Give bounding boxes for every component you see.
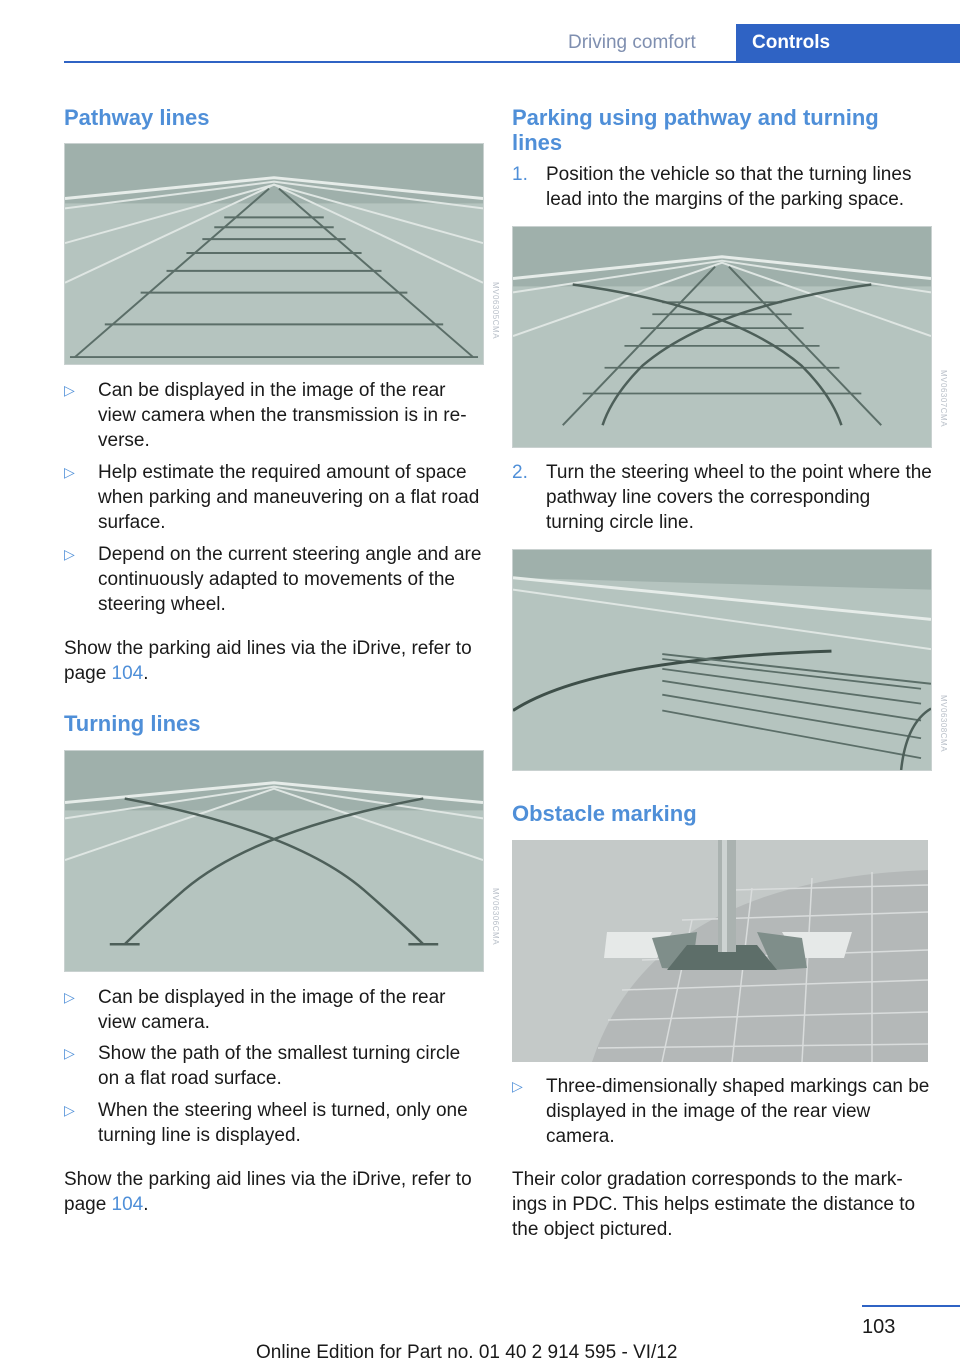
bullet-marker-icon: ▷ [512, 1078, 523, 1094]
bullet-item: ▷ Three-dimensionally shaped markings can be displayed in the image of the rear view camera. [512, 1076, 930, 1147]
bullet-marker-icon: ▷ [64, 1102, 75, 1118]
running-header-section: Driving comfort [568, 32, 696, 53]
chapter-tab: Controls [736, 24, 960, 62]
heading-parking-pathway-turning: Parking using pathway and turning lines [512, 105, 879, 155]
heading-pathway-lines: Pathway lines [64, 105, 210, 130]
figure-code: MV06306CMA [491, 888, 500, 946]
numbered-step: 2. Turn the steering wheel to the point where the pathway line covers the corresponding turning circle line. [512, 462, 932, 533]
figure-obstacle-marking [512, 840, 928, 1062]
obstacle-paragraph: Their color gradation corresponds to the mark‐ings in PDC. This helps estimate the distance to the object pictured. [512, 1169, 916, 1240]
numbered-step: 1. Position the vehicle so that the turning lines lead into the margins of the parking space. [512, 164, 912, 210]
figure-code: MV06307CMA [939, 370, 948, 428]
page-reference-note: Show the parking aid lines via the iDrive, refer to page 104. [64, 1169, 472, 1215]
figure-code: MV06308CMA [939, 695, 948, 753]
bullet-marker-icon: ▷ [64, 989, 75, 1005]
bullet-marker-icon: ▷ [64, 464, 75, 480]
bullet-item: ▷ Show the path of the smallest turning circle on a flat road surface. [64, 1043, 461, 1089]
bullet-item: ▷ Can be displayed in the image of the rear view camera. [64, 987, 446, 1033]
heading-obstacle-marking: Obstacle marking [512, 801, 697, 826]
page-link[interactable]: 104 [111, 1194, 144, 1215]
bullet-marker-icon: ▷ [64, 382, 75, 398]
edition-footer: Online Edition for Part no. 01 40 2 914 595 - VI/12 [256, 1342, 678, 1362]
bullet-item: ▷ Help estimate the required amount of space when parking and maneuvering on a flat road surface. [64, 462, 480, 533]
bullet-marker-icon: ▷ [64, 1045, 75, 1061]
page-reference-note: Show the parking aid lines via the iDrive, refer to page 104. [64, 638, 472, 684]
bullet-item: ▷ Depend on the current steering angle and are continuously adapted to movements of the steering wheel. [64, 544, 482, 615]
bullet-item: ▷ Can be displayed in the image of the rear view camera when the transmission is in re‐verse. [64, 380, 467, 451]
figure-parking-step-1 [512, 226, 932, 448]
bullet-item: ▷ When the steering wheel is turned, only one turning line is displayed. [64, 1100, 468, 1146]
step-number: 2. [512, 462, 528, 483]
step-number: 1. [512, 164, 528, 185]
page-number-rule [862, 1305, 960, 1307]
header-rule [64, 61, 960, 63]
page-number: 103 [862, 1316, 896, 1338]
figure-parking-step-2 [512, 549, 932, 771]
figure-turning-lines [64, 750, 484, 972]
heading-turning-lines: Turning lines [64, 711, 201, 736]
figure-pathway-lines [64, 143, 484, 365]
bullet-marker-icon: ▷ [64, 546, 75, 562]
page-link[interactable]: 104 [111, 663, 144, 684]
figure-code: MV06305CMA [491, 282, 500, 340]
